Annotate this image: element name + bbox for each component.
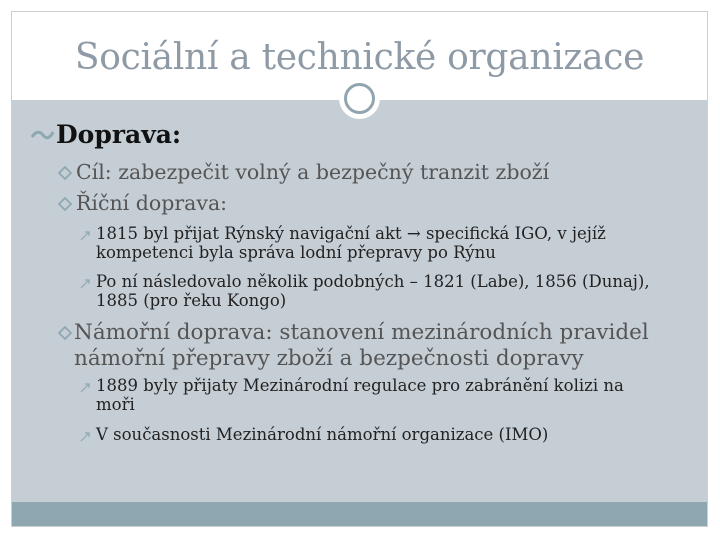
title-divider-circle-icon [339,78,380,119]
slide-title: Sociální a technické organizace [74,37,645,78]
sub-bullet-rhine-act [96,224,606,262]
bullet-river-transport: Říční doprava: [76,191,228,215]
section-heading: Doprava: [56,120,182,149]
hollow-diamond-bullet-icon [58,197,72,211]
bullet-line: Námořní doprava: stanovení mezinárodních pravidel [74,320,649,345]
sub-bullet-line: 1885 (pro řeku Kongo) [96,291,287,310]
arrow-bullet-icon [79,277,92,290]
sub-bullet-1889-regulations [96,376,624,414]
sub-bullet-similar-acts [96,272,650,310]
circle-ring [344,83,375,114]
sub-bullet-line: moři [96,395,135,414]
hollow-diamond-bullet-icon [58,326,72,340]
sub-bullet-line: V současnosti Mezinárodní námořní organizace (IMO) [96,425,549,444]
footer-bar [12,502,707,526]
sub-bullet-line: kompetenci byla správa lodní přepravy po Rýnu [96,243,496,262]
sub-bullet-line: 1815 byl přijat Rýnský navigační akt → specifická IGO, v jejíž [96,224,606,243]
arrow-bullet-icon [79,381,92,394]
bullet-maritime-transport [74,320,649,372]
sub-bullet-line: Po ní následovalo několik podobných – 1821 (Labe), 1856 (Dunaj), [96,272,650,291]
arrow-bullet-icon [79,229,92,242]
arrow-bullet-icon [79,430,92,443]
bullet-goal: Cíl: zabezpečit volný a bezpečný tranzit zboží [76,160,550,184]
hollow-diamond-bullet-icon [58,166,72,180]
sub-bullet-imo [96,425,548,444]
wave-bullet-icon [30,123,54,147]
sub-bullet-line: 1889 byly přijaty Mezinárodní regulace pro zabránění kolizi na [96,376,624,395]
bullet-line: námořní přepravy zboží a bezpečnosti dopravy [74,346,584,371]
